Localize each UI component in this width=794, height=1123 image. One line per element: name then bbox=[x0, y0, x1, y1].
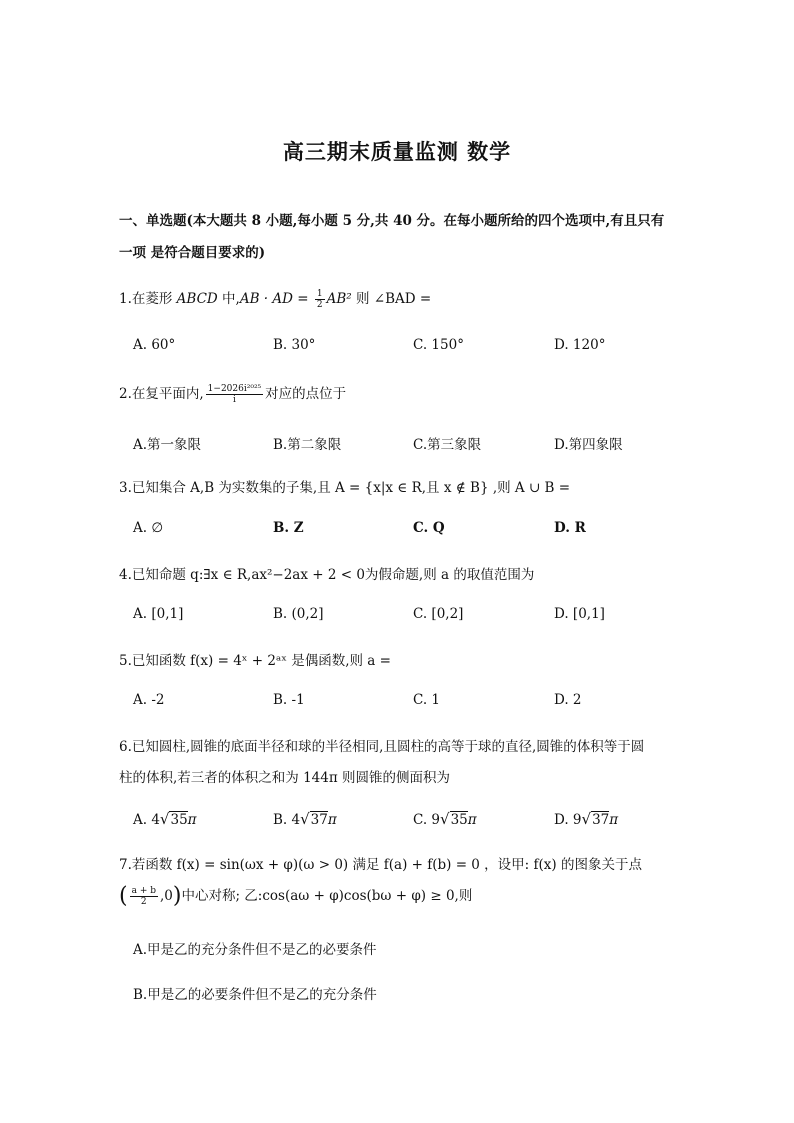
question-6-option-d: D. 9√37π bbox=[554, 810, 619, 828]
question-3-option-d: D. R bbox=[554, 520, 586, 536]
question-4-option-a: A. [0,1] bbox=[133, 606, 184, 622]
question-4-option-d: D. [0,1] bbox=[554, 606, 605, 622]
fraction: $\frac{1}{2}$ bbox=[316, 289, 323, 310]
question-3-option-c: C. Q bbox=[413, 520, 445, 536]
question-1-option-c: C. 150° bbox=[413, 337, 464, 353]
question-4-stem: 4.已知命题 q:∃x ∈ R,ax²−2ax + 2 < 0为假命题,则 a 的取值范围为 bbox=[119, 567, 535, 583]
fraction: $\frac{a + b}{2}$ bbox=[131, 886, 156, 907]
question-2-option-c: C.第三象限 bbox=[413, 437, 482, 453]
section-instructions-line2: 一项 是符合题目要求的) bbox=[119, 245, 266, 261]
question-2-stem: 2.在复平面内, $\frac{\text{1−2026i²⁰²⁵}}{i}$ 对应的点位于 bbox=[119, 384, 347, 405]
question-4-option-c: C. [0,2] bbox=[413, 606, 464, 622]
question-3-stem: 3.已知集合 A,B 为实数集的子集,且 A = {x|x ∈ R,且 x ∉ B} ,则 A ∪ B = bbox=[119, 480, 571, 496]
question-6-stem-line1: 6.已知圆柱,圆锥的底面半径和球的半径相同,且圆柱的高等于球的直径,圆锥的体积等于圆 bbox=[119, 739, 645, 755]
question-1-option-b: B. 30° bbox=[273, 337, 316, 353]
question-4-option-b: B. (0,2] bbox=[273, 606, 324, 622]
question-1-option-d: D. 120° bbox=[554, 337, 606, 353]
question-6-stem-line2: 柱的体积,若三者的体积之和为 144π 则圆锥的侧面积为 bbox=[119, 770, 451, 786]
question-5-stem: 5.已知函数 f(x) = 4ˣ + 2ᵃˣ 是偶函数,则 a = bbox=[119, 653, 391, 669]
question-3-option-a: A. ∅ bbox=[133, 520, 164, 536]
question-5-option-b: B. -1 bbox=[273, 692, 305, 708]
question-1-stem: 1.在菱形 ABCD 中,AB · AD = $\frac{1}{2}$ AB² 则 ∠BAD = bbox=[119, 289, 432, 310]
section-instructions-line1: 一、单选题(本大题共 8 小题,每小题 5 分,共 40 分。在每小题所给的四个选项中,有且只有 bbox=[119, 213, 665, 229]
question-2-option-d: D.第四象限 bbox=[554, 437, 623, 453]
question-2-option-a: A.第一象限 bbox=[133, 437, 202, 453]
question-7-stem-line2: ( $\frac{a + b}{2}$ ,0)中心对称; 乙:cos(aω + φ)cos(bω + φ) ≥ 0,则 bbox=[119, 883, 473, 909]
question-6-option-a: A. 4√35π bbox=[133, 810, 197, 828]
question-1-option-a: A. 60° bbox=[133, 337, 176, 353]
page-title: 高三期末质量监测 数学 bbox=[282, 139, 512, 164]
question-6-option-b: B. 4√37π bbox=[273, 810, 337, 828]
fraction: $\frac{\text{1−2026i²⁰²⁵}}{i}$ bbox=[207, 384, 262, 405]
question-7-stem-line1: 7.若函数 f(x) = sin(ωx + φ)(ω > 0) 满足 f(a) + f(b) = 0 ，设甲: f(x) 的图象关于点 bbox=[119, 857, 642, 873]
question-3-option-b: B. Z bbox=[273, 520, 304, 536]
question-7-option-a: A.甲是乙的充分条件但不是乙的必要条件 bbox=[133, 942, 377, 958]
question-5-option-d: D. 2 bbox=[554, 692, 582, 708]
question-7-option-b: B.甲是乙的必要条件但不是乙的充分条件 bbox=[133, 987, 377, 1003]
question-2-option-b: B.第二象限 bbox=[273, 437, 342, 453]
question-6-option-c: C. 9√35π bbox=[413, 810, 477, 828]
question-5-option-c: C. 1 bbox=[413, 692, 441, 708]
question-5-option-a: A. -2 bbox=[133, 692, 165, 708]
